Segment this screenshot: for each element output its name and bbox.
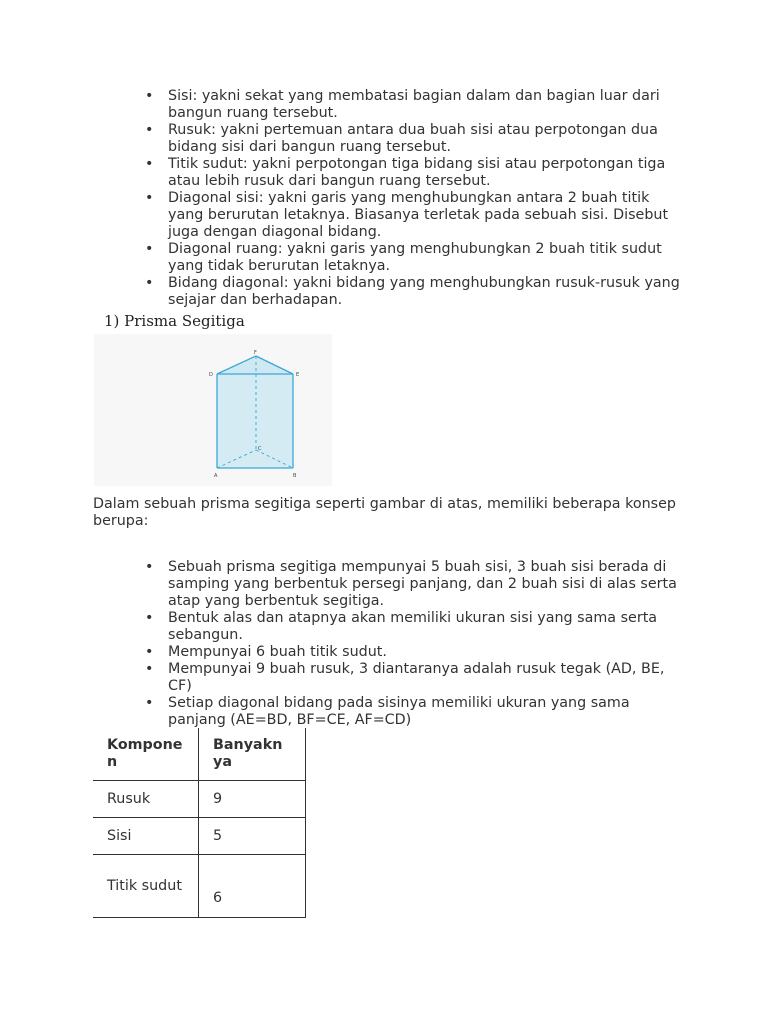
table-row — [93, 855, 306, 918]
triangular-prism-diagram — [94, 334, 332, 486]
list-item: • Mempunyai 9 buah rusuk, 3 diantaranya adalah rusuk tegak (AD, BE, CF) — [145, 661, 685, 695]
list-item: • Bidang diagonal: yakni bidang yang menghubungkan rusuk-rusuk yang sejajar dan berhadapan. — [145, 275, 685, 309]
section-heading: 1) Prisma Segitiga — [104, 312, 245, 330]
table-cell: 6 — [199, 855, 306, 918]
table-cell: Sisi — [93, 818, 199, 855]
definitions-list — [145, 88, 685, 309]
table-header: Banyaknya — [199, 728, 306, 781]
table-cell: Rusuk — [93, 781, 199, 818]
table-cell: Titik sudut — [93, 855, 199, 918]
prism-figure — [94, 334, 332, 486]
list-item: • Setiap diagonal bidang pada sisinya memiliki ukuran yang sama panjang (AE=BD, BF=CE, AF=CD) — [145, 695, 685, 729]
list-item: • Rusuk: yakni pertemuan antara dua buah sisi atau perpotongan dua bidang sisi dari bangun ruang tersebut. — [145, 122, 685, 156]
vertex-label-c: C — [258, 446, 262, 452]
list-item: • Sebuah prisma segitiga mempunyai 5 buah sisi, 3 buah sisi berada di samping yang berbentuk persegi panjang, dan 2 buah sisi di alas serta atap yang berbentuk segitiga. — [145, 559, 685, 610]
list-item: • Sisi: yakni sekat yang membatasi bagian dalam dan bagian luar dari bangun ruang tersebut. — [145, 88, 685, 122]
list-item: • Titik sudut: yakni perpotongan tiga bidang sisi atau perpotongan tiga atau lebih rusuk dari bangun ruang tersebut. — [145, 156, 685, 190]
components-table — [93, 728, 306, 918]
list-item: • Bentuk alas dan atapnya akan memiliki ukuran sisi yang sama serta sebangun. — [145, 610, 685, 644]
table-row — [93, 818, 306, 855]
prism-top-face — [217, 356, 293, 374]
vertex-label-a: A — [214, 473, 218, 479]
table-cell: 9 — [199, 781, 306, 818]
table-header: Komponen — [93, 728, 199, 781]
vertex-label-d: D — [209, 372, 213, 378]
vertex-label-f: F — [254, 350, 257, 356]
table-header-row — [93, 728, 306, 781]
intro-paragraph: Dalam sebuah prisma segitiga seperti gambar di atas, memiliki beberapa konsep berupa: — [93, 496, 676, 529]
list-item: • Diagonal ruang: yakni garis yang menghubungkan 2 buah titik sudut yang tidak berurutan letaknya. — [145, 241, 685, 275]
vertex-label-b: B — [293, 473, 297, 479]
list-item: • Diagonal sisi: yakni garis yang menghubungkan antara 2 buah titik yang berurutan letaknya. Biasanya terletak pada sebuah sisi. Disebut juga dengan diagonal bidang. — [145, 190, 685, 241]
prism-front-face — [217, 374, 293, 468]
concepts-list — [145, 559, 685, 729]
table-row — [93, 781, 306, 818]
table-cell: 5 — [199, 818, 306, 855]
vertex-label-e: E — [296, 372, 300, 378]
list-item: • Mempunyai 6 buah titik sudut. — [145, 644, 685, 661]
